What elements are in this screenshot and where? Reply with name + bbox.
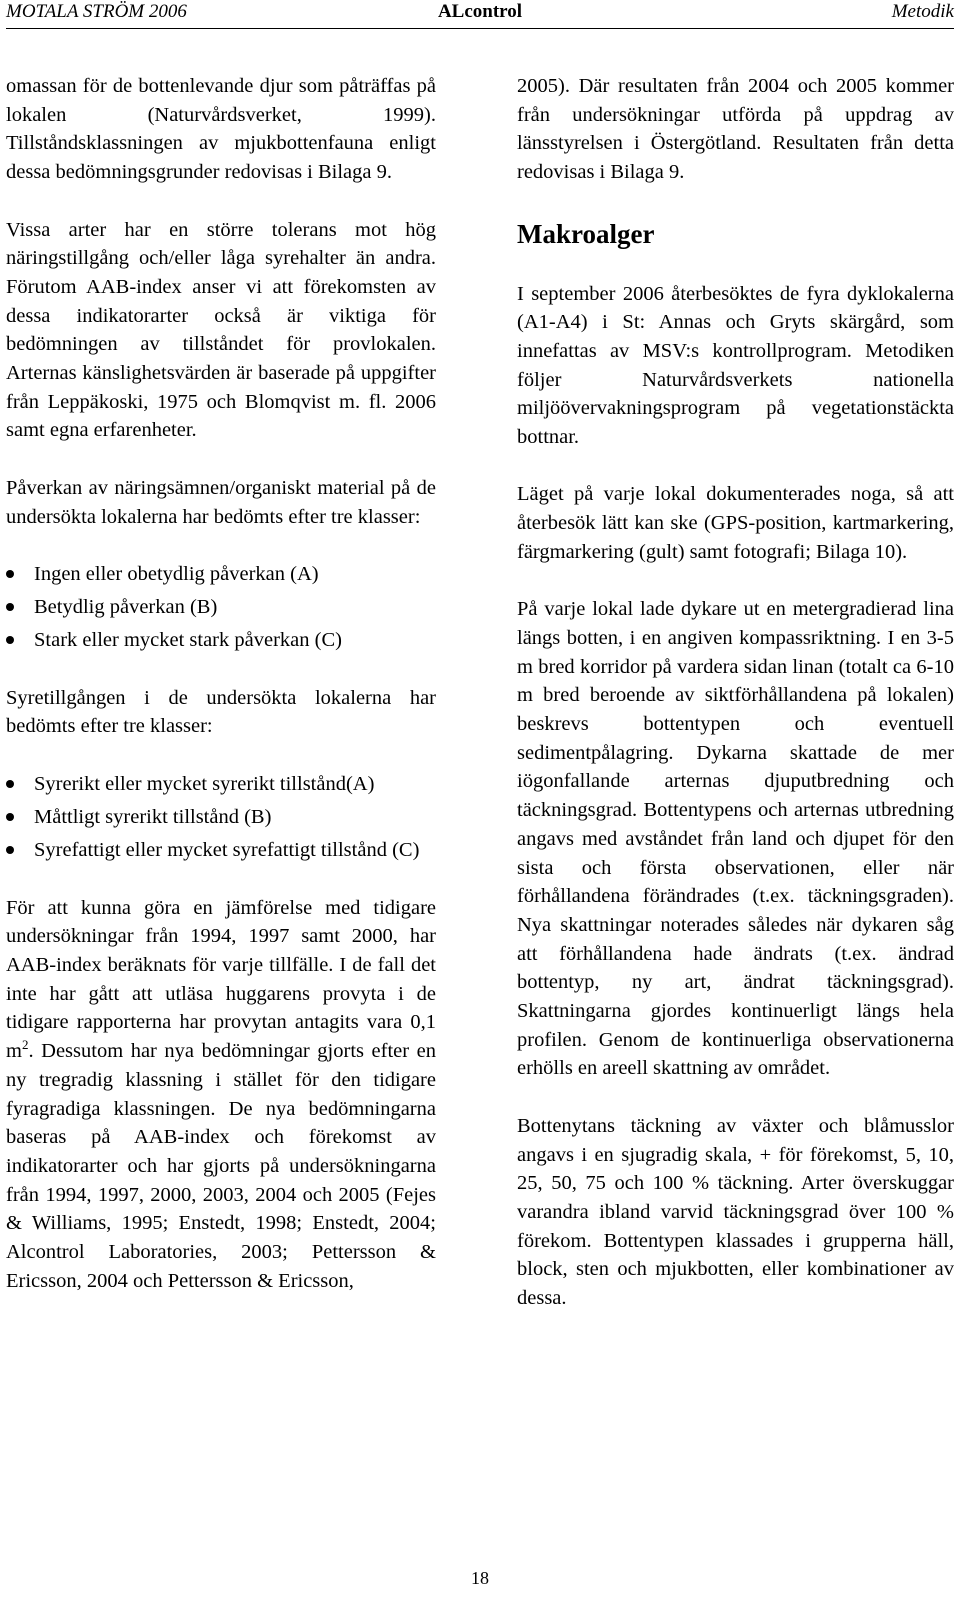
- section-heading: Makroalger: [517, 218, 655, 249]
- superscript: 2: [21, 1037, 29, 1053]
- bullet-icon: [6, 636, 14, 644]
- paragraph: Påverkan av näringsämnen/organiskt material på de undersökta lokalerna har bedömts efter tre klasser:: [6, 476, 436, 528]
- paragraph: För att kunna göra en jämförelse med tidigare undersökningar från 1994, 1997 samt 2000, har AAB-index beräknats för varje tillfälle. I de fall det inte har gått att utläsa huggarens provyta i de tidigare rapporterna har provytan antagits vara 0,1 $m^2$. Dessutom har nya bedömningar gjorts efter en ny tregradig klassning i stället för den tidigare fyragradiga klassningen. De nya bedömningarna baseras på AAB-index och förekomst av indikatorarter och har gjorts på undersökningarna från 1994, 1997, 2000, 2003, 2004 och 2005 (Fejes & Williams, 1995; Enstedt, 1998; Enstedt, 2004; Alcontrol Laboratories, 2003; Pettersson & Ericsson, 2004 och Pettersson & Ericsson,: [6, 896, 436, 1292]
- paragraph: Läget på varje lokal dokumenterades noga, så att återbesök lätt kan ske (GPS-position, kartmarkering, färgmarkering (gult) samt fotografi; Bilaga 10).: [517, 483, 954, 563]
- list-item: Betydlig påverkan (B): [6, 593, 436, 622]
- list-item: Stark eller mycket stark påverkan (C): [6, 626, 436, 655]
- bullet-icon: [6, 813, 14, 821]
- bullet-icon: [6, 570, 14, 578]
- paragraph: På varje lokal lade dykare ut en metergradierad lina längs botten, i en angiven kompassriktning. I en 3-5 m bred korridor på vardera sidan linan (totalt ca 6-10 m bred beroende av siktförhållandena på lokalen) beskrevs bottentypen och eventuell sedimentpålagring. Dykarna skattade de mer iögonfallande arternas djuputbredning och täckningsgrad. Bottentypens och arternas utbredning angavs med avståndet från land och djupet för den sista och första observationen, eller när förhållandena förändrades (t.ex. täckningsgraden). Nya skattningar noterades således när dykaren såg att förhållandena hade ändrats (t.ex. ändrad bottentyp, ny art, ändrat täckningsgrad). Skattningarna gjordes kontinuerligt längs hela profilen. Genom de kontinuerliga observationerna erhölls en areell skattning av området.: [517, 598, 954, 1080]
- bullet-list-impact-classes: [6, 560, 436, 655]
- left-column: [6, 72, 436, 1324]
- header-report-title: MOTALA STRÖM 2006: [6, 1, 187, 22]
- header-company: ALcontrol: [437, 1, 523, 22]
- paragraph: Vissa arter har en större tolerans mot hög näringstillgång och/eller låga syrehalter än andra. Förutom AAB-index anser vi att förekomsten av dessa indikatorarter också är viktiga för bedömningen av tillståndet för provlokalen. Arternas känslighetsvärden är baserade på uppgifter från Leppäkoski, 1975 och Blomqvist m. fl. 2006 samt egna erfarenheter.: [6, 218, 436, 442]
- list-item: Syrerikt eller mycket syrerikt tillstånd(A): [6, 770, 436, 799]
- header-divider: [6, 28, 954, 29]
- page-number: 18: [471, 1568, 489, 1588]
- paragraph: Syretillgången i de undersökta lokalerna har bedömts efter tre klasser:: [6, 686, 436, 738]
- right-column: [517, 72, 954, 1341]
- bullet-list-oxygen-classes: [6, 770, 436, 865]
- bullet-icon: [6, 780, 14, 788]
- list-item: Ingen eller obetydlig påverkan (A): [6, 560, 436, 589]
- header-section: Metodik: [891, 1, 954, 22]
- list-item: Syrefattigt eller mycket syrefattigt tillstånd (C): [6, 836, 436, 865]
- paragraph: 2005). Där resultaten från 2004 och 2005 kommer från undersökningar utförda på uppdrag av länsstyrelsen i Östergötland. Resultaten från detta redovisas i Bilaga 9.: [517, 75, 954, 184]
- paragraph: Bottenytans täckning av växter och blåmusslor angavs i en sjugradig skala, + för förekomst, 5, 10, 25, 50, 75 och 100 % täckning. Arter överskuggar varandra ibland varvid täckningsgrad över 100 % förekom. Bottentypen klassades i grupperna häll, block, sten och mjukbotten, eller kombinationer av dessa.: [517, 1114, 954, 1310]
- bullet-icon: [6, 846, 14, 854]
- bullet-icon: [6, 603, 14, 611]
- page-header: [6, 0, 954, 26]
- paragraph: I september 2006 återbesöktes de fyra dyklokalerna (A1-A4) i St: Annas och Gryts skärgård, som innefattas av MSV:s kontrollprogram. Metodiken följer Naturvårdsverkets nationella miljöövervakningsprogram på vegetationstäckta bottnar.: [517, 282, 954, 449]
- paragraph: omassan för de bottenlevande djur som påträffas på lokalen (Naturvårdsverket, 1999). Tillståndsklassningen av mjukbottenfauna enligt dessa bedömningsgrunder redovisas i Bilaga 9.: [6, 75, 436, 184]
- list-item: Måttligt syrerikt tillstånd (B): [6, 803, 436, 832]
